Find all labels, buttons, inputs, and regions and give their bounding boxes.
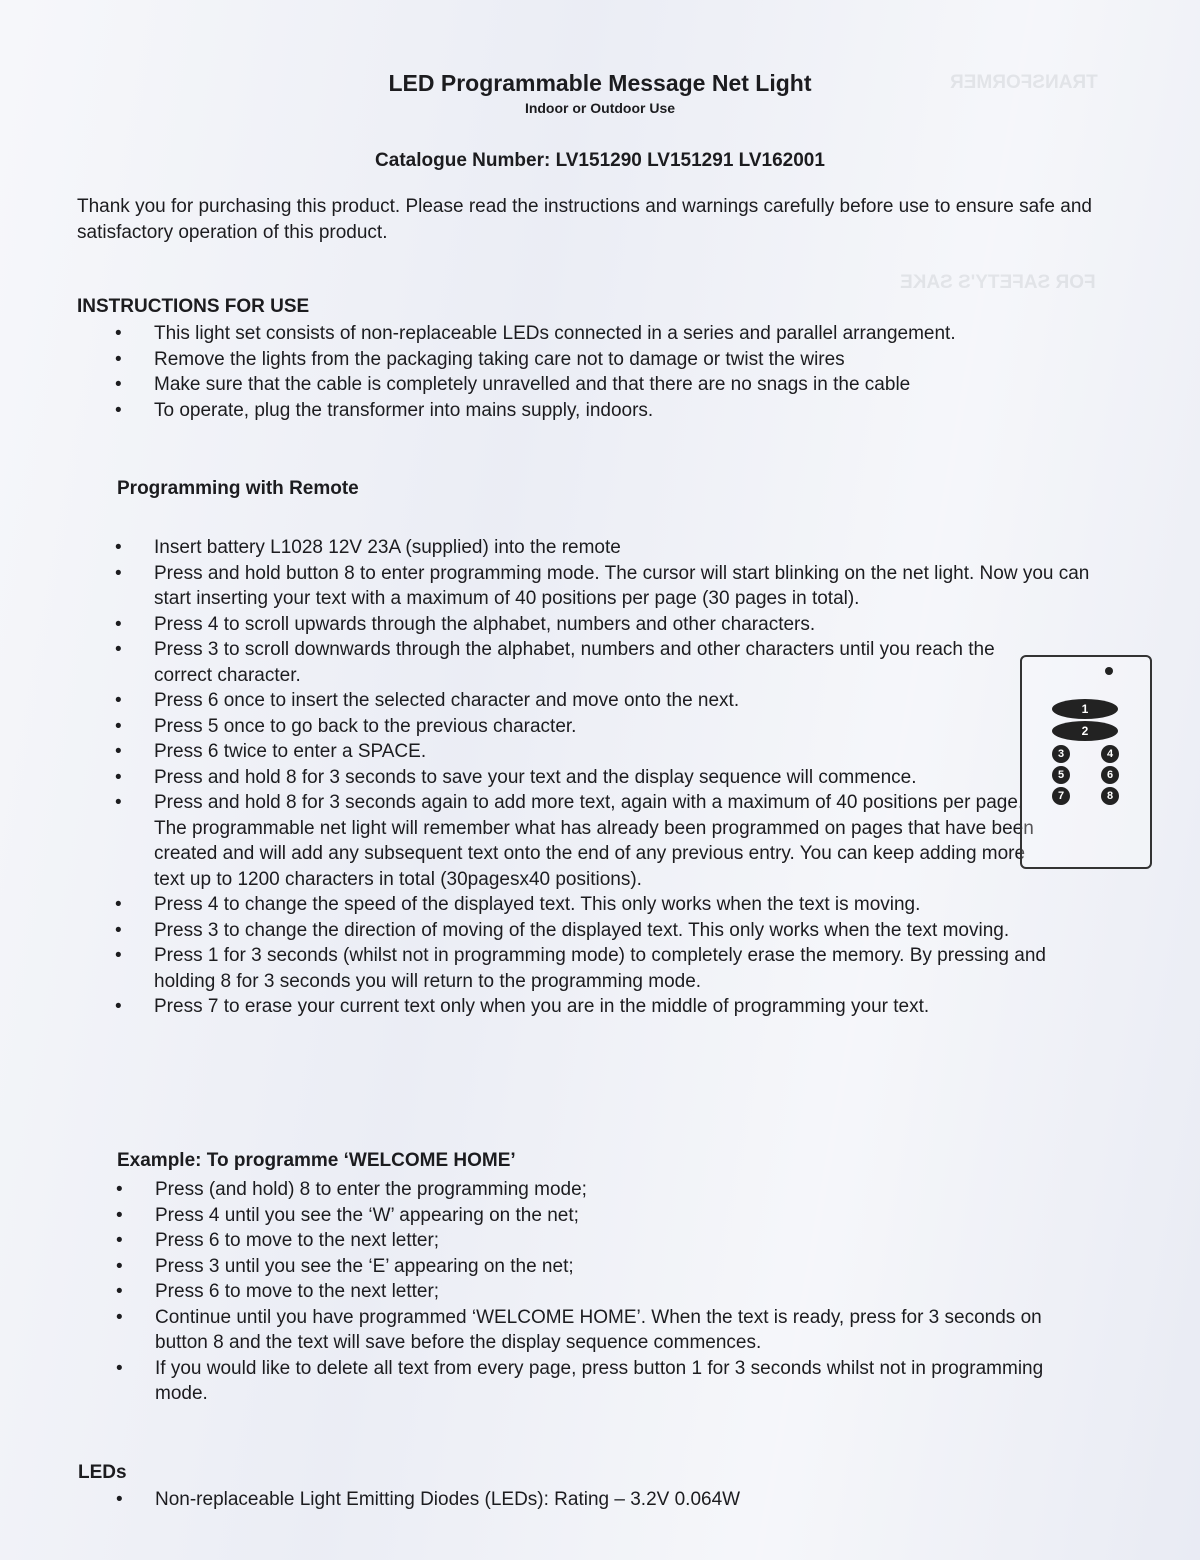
list-item: • Press 3 until you see the ‘E’ appearing on the net;: [78, 1254, 1058, 1280]
leds-list: [78, 1487, 1058, 1513]
show-through-text: FOR SAFETY'S SAKE: [900, 272, 1096, 293]
remote-button-2: 2: [1052, 721, 1118, 741]
list-item: • Insert battery L1028 12V 23A (supplied) into the remote: [77, 535, 1027, 561]
remote-button-3: 3: [1052, 745, 1070, 763]
list-item: • Press and hold 8 for 3 seconds again to add more text, again with a maximum of 40 positions per page. The programmable net light will remember what has already been programmed on pages that have been created and will add any subsequent text onto the end of any previous entry. You can keep adding more text up to 1200 characters in total (30pagesx40 positions).: [77, 790, 1047, 892]
programming-heading: Programming with Remote: [117, 478, 359, 499]
list-item: • Press (and hold) 8 to enter the programming mode;: [78, 1177, 1058, 1203]
document-title: LED Programmable Message Net Light: [388, 70, 812, 96]
list-item: • If you would like to delete all text from every page, press button 1 for 3 seconds whilst not in programming mode.: [78, 1356, 1058, 1407]
list-item: • Make sure that the cable is completely unravelled and that there are no snags in the cable: [77, 372, 1107, 398]
list-item: • Press and hold 8 for 3 seconds to save your text and the display sequence will commence.: [77, 765, 947, 791]
instructions-list: [77, 321, 1107, 423]
list-item: • Press 5 once to go back to the previous character.: [77, 714, 1027, 740]
remote-control-illustration: [1020, 655, 1152, 869]
list-item: • Press 3 to scroll downwards through the alphabet, numbers and other characters until you reach the correct character.: [77, 637, 1027, 688]
list-item: • Continue until you have programmed ‘WELCOME HOME’. When the text is ready, press for 3 seconds on button 8 and the text will save before the display sequence commences.: [78, 1305, 1058, 1356]
list-item: • Press 4 to scroll upwards through the alphabet, numbers and other characters.: [77, 612, 1027, 638]
intro-paragraph: Thank you for purchasing this product. Please read the instructions and warnings carefully before use to ensure safe and satisfactory operation of this product.: [77, 196, 1092, 243]
list-item: • Press 3 to change the direction of moving of the displayed text. This only works when the text moving.: [77, 918, 1077, 944]
remote-button-8: 8: [1101, 787, 1119, 805]
list-item: • Non-replaceable Light Emitting Diodes (LEDs): Rating – 3.2V 0.064W: [78, 1487, 1058, 1513]
list-item: • Press 6 to move to the next letter;: [78, 1228, 1058, 1254]
list-item: • Remove the lights from the packaging taking care not to damage or twist the wires: [77, 347, 1107, 373]
remote-led-indicator: [1105, 667, 1113, 675]
list-item: • Press 6 once to insert the selected character and move onto the next.: [77, 688, 1027, 714]
list-item: • Press 6 to move to the next letter;: [78, 1279, 1058, 1305]
remote-button-4: 4: [1101, 745, 1119, 763]
list-item: • This light set consists of non-replaceable LEDs connected in a series and parallel arrangement.: [77, 321, 1107, 347]
catalogue-number: Catalogue Number: LV151290 LV151291 LV162001: [375, 150, 825, 171]
list-item: • Press 7 to erase your current text only when you are in the middle of programming your text.: [77, 994, 1077, 1020]
list-item: • To operate, plug the transformer into mains supply, indoors.: [77, 398, 1107, 424]
document-subtitle: Indoor or Outdoor Use: [524, 100, 676, 116]
list-item: • Press 6 twice to enter a SPACE.: [77, 739, 1027, 765]
remote-button-1: 1: [1052, 699, 1118, 719]
programming-list: [77, 535, 1090, 1020]
list-item: • Press and hold button 8 to enter programming mode. The cursor will start blinking on the net light. Now you can start inserting your text with a maximum of 40 positions per page (30 pages in total).: [77, 561, 1127, 612]
example-heading: Example: To programme ‘WELCOME HOME’: [117, 1150, 516, 1171]
remote-button-5: 5: [1052, 766, 1070, 784]
list-item: • Press 1 for 3 seconds (whilst not in programming mode) to completely erase the memory. By pressing and holding 8 for 3 seconds you will return to the programming mode.: [77, 943, 1077, 994]
leds-heading: LEDs: [78, 1462, 127, 1483]
list-item: • Press 4 to change the speed of the displayed text. This only works when the text is moving.: [77, 892, 1077, 918]
remote-button-7: 7: [1052, 787, 1070, 805]
list-item: • Press 4 until you see the ‘W’ appearing on the net;: [78, 1203, 1058, 1229]
example-list: [78, 1177, 1058, 1407]
remote-button-6: 6: [1101, 766, 1119, 784]
show-through-text: TRANSFORMER: [950, 72, 1098, 93]
instructions-heading: INSTRUCTIONS FOR USE: [77, 296, 310, 317]
